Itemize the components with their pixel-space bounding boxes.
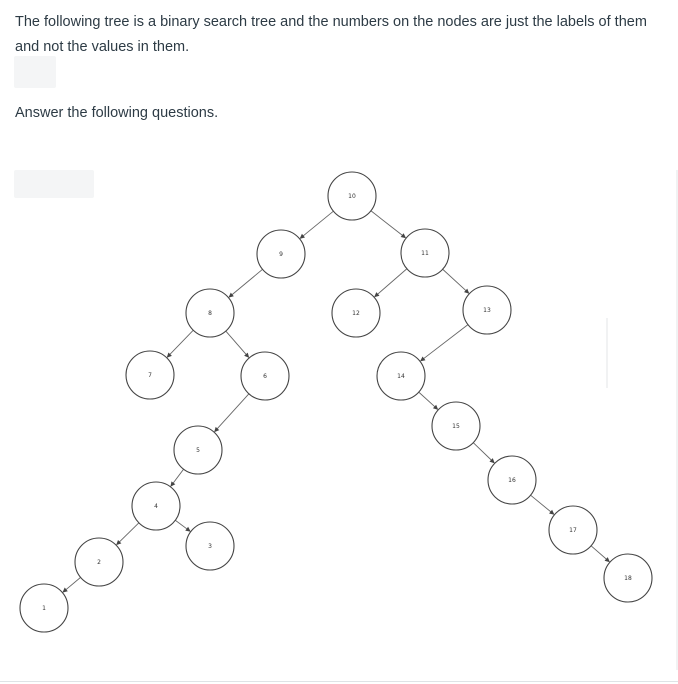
tree-edge-11-to-13 bbox=[443, 269, 470, 294]
arrowhead-icon bbox=[170, 481, 175, 486]
node-label: 3 bbox=[208, 543, 212, 550]
question-instruction: Answer the following questions. bbox=[15, 105, 219, 121]
tree-node-15 bbox=[432, 402, 480, 450]
tree-node-8 bbox=[186, 289, 234, 337]
tree-edge-13-to-14 bbox=[420, 325, 468, 362]
tree-edge-11-to-12 bbox=[374, 269, 407, 298]
tree-node-1 bbox=[20, 584, 68, 632]
tree-edge-16-to-17 bbox=[531, 495, 555, 515]
tree-edge-2-to-1 bbox=[62, 577, 80, 592]
tree-edge-6-to-5 bbox=[214, 394, 249, 432]
tree-edge-10-to-11 bbox=[371, 211, 406, 238]
tree-edges bbox=[62, 211, 610, 593]
tree-edge-15-to-16 bbox=[473, 443, 494, 464]
node-label: 14 bbox=[397, 373, 405, 380]
tree-node-5 bbox=[174, 426, 222, 474]
tree-node-14 bbox=[377, 352, 425, 400]
tree-edge-4-to-3 bbox=[175, 520, 190, 531]
node-label: 16 bbox=[508, 477, 516, 484]
node-label: 7 bbox=[148, 372, 152, 379]
tree-nodes bbox=[20, 172, 652, 632]
tree-node-2 bbox=[75, 538, 123, 586]
tree-node-7 bbox=[126, 351, 174, 399]
node-label: 1 bbox=[42, 605, 46, 612]
tree-node-18 bbox=[604, 554, 652, 602]
node-label: 18 bbox=[624, 575, 632, 582]
node-label: 2 bbox=[97, 559, 101, 566]
tree-node-17 bbox=[549, 506, 597, 554]
node-label: 9 bbox=[279, 251, 283, 258]
tree-edge-10-to-9 bbox=[300, 211, 334, 239]
tree-node-16 bbox=[488, 456, 536, 504]
tree-edge-14-to-15 bbox=[419, 392, 438, 410]
node-label: 6 bbox=[263, 373, 267, 380]
tree-edge-9-to-8 bbox=[228, 269, 262, 297]
arrowhead-icon bbox=[401, 233, 406, 238]
tree-node-6 bbox=[241, 352, 289, 400]
tree-edge-8-to-6 bbox=[226, 331, 249, 358]
node-label: 4 bbox=[154, 503, 158, 510]
arrowhead-icon bbox=[420, 356, 425, 361]
tree-edge-5-to-4 bbox=[170, 469, 183, 487]
node-label: 5 bbox=[196, 447, 200, 454]
node-label: 8 bbox=[208, 310, 212, 317]
arrowhead-icon bbox=[185, 527, 190, 532]
tree-node-4 bbox=[132, 482, 180, 530]
tree-edge-4-to-2 bbox=[116, 523, 139, 545]
node-label: 10 bbox=[348, 193, 356, 200]
tree-node-10 bbox=[328, 172, 376, 220]
node-label: 12 bbox=[352, 310, 360, 317]
tree-edge-8-to-7 bbox=[167, 330, 194, 358]
node-label: 13 bbox=[483, 307, 491, 314]
tree-node-12 bbox=[332, 289, 380, 337]
tree-node-13 bbox=[463, 286, 511, 334]
node-label: 11 bbox=[421, 250, 429, 257]
divider bbox=[0, 681, 678, 682]
tree-edge-17-to-18 bbox=[591, 546, 610, 562]
tree-node-9 bbox=[257, 230, 305, 278]
tree-node-11 bbox=[401, 229, 449, 277]
node-label: 17 bbox=[569, 527, 577, 534]
tree-node-3 bbox=[186, 522, 234, 570]
question-text: The following tree is a binary search tree and the numbers on the nodes are just the labels of them and not the values in them. bbox=[15, 14, 647, 55]
node-label: 15 bbox=[452, 423, 460, 430]
